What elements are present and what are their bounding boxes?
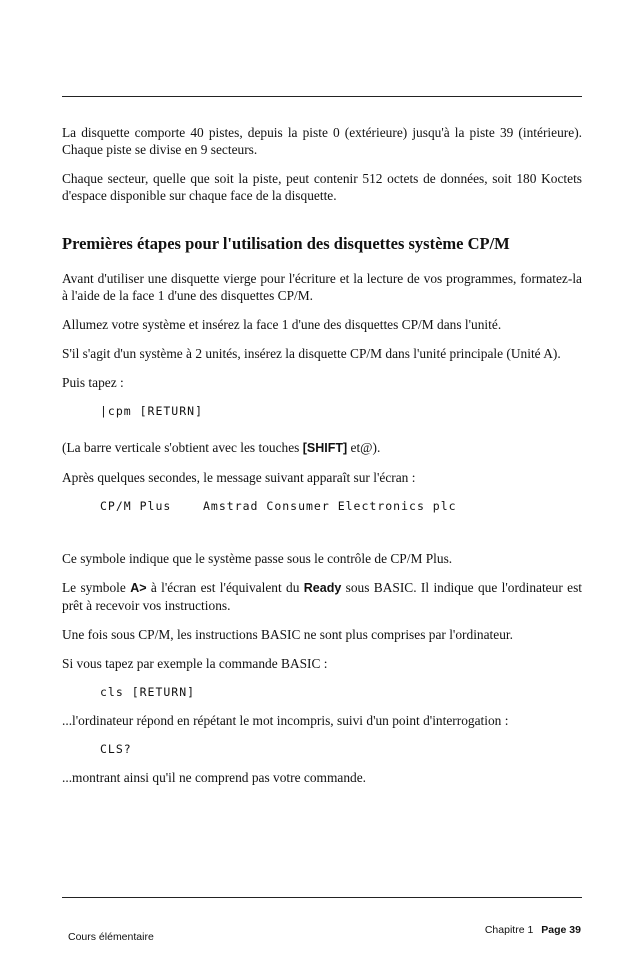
paragraph: Ce symbole indique que le système passe sous le contrôle de CP/M Plus.: [62, 551, 453, 566]
footer-course-title: Cours élémentaire: [68, 931, 154, 943]
text-run: (La barre verticale s'obtient avec les touches: [62, 440, 303, 455]
ready-keyword: Ready: [303, 581, 342, 595]
bottom-rule: [62, 897, 582, 898]
paragraph: Une fois sous CP/M, les instructions BASIC ne sont plus comprises par l'ordinateur.: [62, 627, 513, 642]
section-heading: Premières étapes pour l'utilisation des disquettes système CP/M: [62, 234, 510, 253]
text-run: sous BASIC. Il indique que l'ordinateur est prêt à recevoir vos instructions.: [62, 580, 582, 613]
paragraph: Si vous tapez par exemple la commande BASIC :: [62, 656, 328, 671]
paragraph: [62, 579, 582, 614]
paragraph: Après quelques secondes, le message suivant apparaît sur l'écran :: [62, 470, 416, 485]
footer-chapter: Chapitre 1: [484, 924, 534, 936]
text-run: Le symbole: [62, 580, 131, 595]
prompt-symbol: A>: [130, 581, 147, 595]
paragraph: La disquette comporte 40 pistes, depuis la piste 0 (extérieure) jusqu'à la piste 39 (intérieure). Chaque piste se divise en 9 secteurs.: [62, 125, 582, 157]
code-line: CP/M Plus Amstrad Consumer Electronics plc: [100, 499, 457, 513]
page-body: [62, 124, 582, 786]
paragraph: ...l'ordinateur répond en répétant le mot incompris, suivi d'un point d'interrogation :: [62, 713, 509, 728]
footer-page-number: Page 39: [541, 924, 581, 936]
paragraph: Puis tapez :: [62, 375, 124, 390]
code-line: |cpm [RETURN]: [100, 404, 204, 418]
paragraph: ...montrant ainsi qu'il ne comprend pas votre commande.: [62, 770, 366, 785]
code-line: CLS?: [100, 742, 132, 756]
top-rule: [62, 96, 582, 97]
paragraph: Chaque secteur, quelle que soit la piste, peut contenir 512 octets de données, soit 180 Koctets d'espace disponible sur chaque face de la disquette.: [62, 171, 582, 203]
key-label: [SHIFT]: [302, 441, 348, 455]
text-run: et@).: [347, 440, 381, 455]
paragraph: S'il s'agit d'un système à 2 unités, insérez la disquette CP/M dans l'unité principale (Unité A).: [62, 346, 561, 361]
code-line: cls [RETURN]: [100, 685, 196, 699]
footer-page-info: [485, 924, 581, 936]
text-run: à l'écran est l'équivalent du: [146, 580, 304, 595]
paragraph: Allumez votre système et insérez la face 1 d'une des disquettes CP/M dans l'unité.: [62, 317, 502, 332]
paragraph: [62, 439, 582, 457]
paragraph: Avant d'utiliser une disquette vierge pour l'écriture et la lecture de vos programmes, formatez-la à l'aide de la face 1 d'une des disquettes CP/M.: [62, 271, 582, 303]
